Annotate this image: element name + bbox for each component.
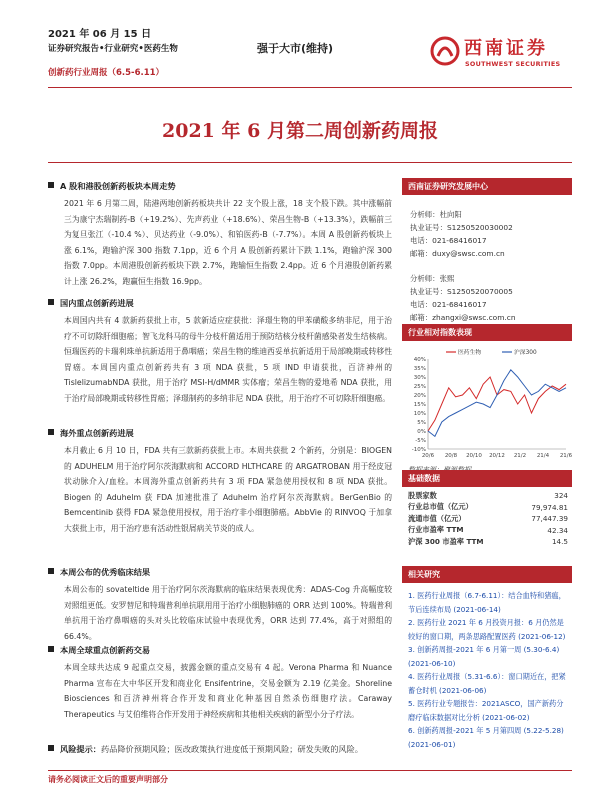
footer-disclaimer: 请务必阅读正文后的重要声明部分 [48,775,168,784]
report-series: 创新药行业周报（6.5-6.11） [48,68,165,78]
section-text-overseas: 本月截止 6 月 10 日，FDA 共有三款新药获批上市。本周共获批 2 个新药，分别是：BIOGEN 的 ADUHELM 用于治疗阿尔茨海默病和 ACCORD HLTHCARE 的 ARGATROBAN 用于经皮冠状动脉介入/血栓。本周海外重点创新药共有 3 项 FDA 紧急使用授权和 8 项 NDA 获批。Biogen 的 Aduhelm 获 FDA 加速批准了 Aduhelm 治疗阿尔茨海默病。BerGenBio 的 Bemcentinib 获得 FDA 紧急使用授权，用于治疗非小细胞肺癌。AbbVie 的 RINVOQ 于加拿大获批上市，用于治疗患有活动性银屑病关节炎的成人。 [64,446,392,533]
basic-data-table [402,490,572,548]
risk-text: 药品降价预期风险；医改政策执行进度低于预期风险；研发失败的风险。 [100,744,363,754]
logo-emblem-icon [430,36,460,66]
x-tick-label: 20/8 [444,453,458,459]
bullet-icon [48,429,54,435]
footer-divider [48,770,572,771]
section-risk: 风险提示：药品降价预期风险；医改政策执行进度低于预期风险；研发失败的风险。 [48,742,388,756]
basic-key: 股票家数 [408,490,437,500]
x-tick-label: 20/10 [466,453,482,459]
related-report-link[interactable]: 6. 创新药周报-2021 年 5 月第四周 (5.22-5.28) (2021-06-01) [408,726,564,749]
related-report-link[interactable]: 2. 医药行业 2021 年 6 月投资月报：6 月仍然是较好的窗口期，两条思路配置医药 (2021-06-12) [408,618,566,641]
section-text-deals: 本周全球共达成 9 起重点交易，披露金额的重点交易有 4 起。Verona Pharma 和 Nuance Pharma 宣布在大中华区开发和商业化 Ensifentrine，交易金额为 2.19 亿美金。Shoreline Biosciences 和百济神州将合作开发和商业化种基因自然杀伤细胞疗法。Caraway Therapeutics 与艾伯维将合作开发用于神经疾病和其他相关疾病的新型小分子疗法。 [64,663,392,719]
relative-index-chart [402,345,572,463]
y-tick-label: 30% [413,375,426,381]
report-category: 证券研究报告•行业研究•医药生物 [48,44,178,54]
bullet-icon [48,745,54,751]
header-divider [48,87,572,88]
y-tick-label: 20% [413,393,426,399]
company-logo [430,30,580,78]
basic-value: 324 [554,491,568,501]
basic-key: 沪深 300 市盈率 TTM [408,536,484,546]
y-tick-label: -5% [415,438,426,444]
related-research-title: 相关研究 [402,566,572,583]
y-tick-label: 15% [413,402,426,408]
bullet-icon [48,568,54,574]
y-tick-label: 35% [413,366,426,372]
report-date: 2021 年 06 月 15 日 [48,29,152,40]
section-text-market: 2021 年 6 月第二周，陆港两地创新药板块共计 22 支个股上涨，18 支个股下跌。其中涨幅前三为康宁杰瑞制药-B（+19.2%）、先声药业（+18.6%）、荣昌生物-B（+13.3%），跌幅前三为复旦张江（-10.4 %）、贝达药业（-9.0%）、和铂医药-B（-7.7%）。本周 A 股创新药板块上涨 6.1%，跑输沪深 300 指数 7.1pp，近 6 个月 A 股创新药累计下跌 1.1%，跑输沪深 300 指数 7.0pp。本周港股创新药板块下跌 2.7%，跑输恒生指数 2.4pp。近 6 个月港股创新药累计上涨 26.2%，跑赢恒生指数 16.9pp。 [64,199,392,286]
series-line-pharma [428,377,566,431]
legend-label: 沪深300 [514,350,537,356]
y-tick-label: -10% [411,447,426,453]
analyst-cert: 执业证号：S1250520070005 [410,287,513,296]
section-heading-overseas: 海外重点创新药进展 [48,428,134,439]
x-tick-label: 21/6 [559,453,572,459]
x-tick-label: 20/12 [489,453,505,459]
analyst-email[interactable]: 邮箱：duxy@swsc.com.cn [410,249,505,258]
basic-data-panel [402,470,572,548]
y-tick-label: 5% [417,420,426,426]
analyst-tel: 电话：021-68416017 [410,236,487,245]
legend-label: 医药生物 [458,350,482,356]
basic-value: 77,447.39 [531,514,568,524]
analyst-name: 分析师：张熙 [410,274,455,283]
basic-key: 行业总市值（亿元） [408,502,473,512]
y-tick-label: 0% [417,429,426,435]
basic-value: 14.5 [551,537,568,547]
table-row [402,536,572,548]
related-report-link[interactable]: 1. 医药行业周报（6.7-6.11）：结合血特和猪瘟，节后连续布局 (2021-06-14) [408,591,566,614]
related-report-link[interactable]: 5. 医药行业专题报告：2021ASCO，国产新药分磨疗临床数据对比分析 (2021-06-02) [408,699,564,722]
basic-data-title: 基础数据 [402,470,572,487]
table-row [402,502,572,514]
basic-value: 42.34 [547,525,568,535]
bullet-icon [48,646,54,652]
x-tick-label: 21/2 [513,453,527,459]
logo-name-en: SOUTHWEST SECURITIES [465,60,561,68]
bullet-icon [48,299,54,305]
chart-title: 行业相对指数表现 [402,324,572,341]
related-report-link[interactable]: 4. 医药行业周报（5.31-6.6）：窗口期近在，把紧蓄仓时机 (2021-06-06) [408,672,566,695]
logo-name-cn: 西南证券 [464,38,548,59]
analyst-tel: 电话：021-68416017 [410,300,487,309]
x-tick-label: 21/4 [536,453,550,459]
title-divider [48,162,572,163]
section-text-clinical: 本周公布的 sovateltide 用于治疗阿尔茨海默病的临床结果表现优秀：ADAS-Cog 升高幅度较对照组更低。安罗替尼和特瑞普利单抗联用用于治疗小细胞肺癌的 ORR 达到 100%。特瑞普利单抗用于治疗鼻咽癌的头对头比较临床试验中表现优秀，ORR 达到 77.4%，高于对照组的 66.4%。 [64,585,392,641]
section-text-domestic: 本周国内共有 4 款新药获批上市，5 款新适应症获批：泽璟生物的甲苯磺酸多纳非尼，用于治疗不可切除肝细胞癌；智飞龙科马的母牛分枝杆菌适用于预防结核分枝杆菌感染者发生结核病。恒瑞医药的卡瑞利珠单抗新适用于鼻咽癌；荣昌生物的维迪西妥单抗新适用于局部晚期或转移性胃癌。本周国内重点创新药共有 3 项 NDA 获批，5 项 IND 申请获批，百济神州的 TislelizumabNDA 获批，用于治疗 MSI-H/dMMR 实体瘤；荣昌生物的爱地希 NDA 获批，用于治疗局部晚期或转移性胃癌；泽璟制药的多纳非尼 NDA 获批，用于治疗不可切除肝细胞癌。 [64,316,392,403]
section-heading-deals: 本周全球重点创新药交易 [48,645,150,656]
page-title: 2021 年 6 月第二周创新药周报 [162,120,438,142]
analyst-email[interactable]: 邮箱：zhangxi@swsc.com.cn [410,313,516,322]
series-line-csi300 [428,370,566,437]
table-row [402,490,572,502]
basic-value: 79,974.81 [531,502,568,512]
section-heading-domestic: 国内重点创新药进展 [48,298,134,309]
analyst-cert: 执业证号：S1250520030002 [410,223,513,232]
section-heading-market: A 股和港股创新药板块本周走势 [48,181,176,192]
basic-key: 行业市盈率 TTM [408,525,464,535]
table-row [402,513,572,525]
y-tick-label: 25% [413,384,426,390]
section-heading-clinical: 本周公布的优秀临床结果 [48,567,150,578]
bullet-icon [48,182,54,188]
basic-key: 流通市值（亿元） [408,513,466,523]
x-tick-label: 20/6 [421,453,435,459]
industry-rating: 强于大市(维持) [257,42,334,55]
related-report-link[interactable]: 3. 创新药周报-2021 年 6 月第一周 (5.30-6.4) (2021-06-10) [408,645,560,668]
table-row [402,525,572,537]
y-tick-label: 40% [413,357,426,363]
relative-index-chart-panel [402,324,572,475]
y-tick-label: 10% [413,411,426,417]
related-research-panel [402,566,572,751]
analyst-name: 分析师：杜向阳 [410,210,462,219]
research-team-panel [402,178,572,324]
research-team-title: 西南证券研究发展中心 [402,178,572,195]
